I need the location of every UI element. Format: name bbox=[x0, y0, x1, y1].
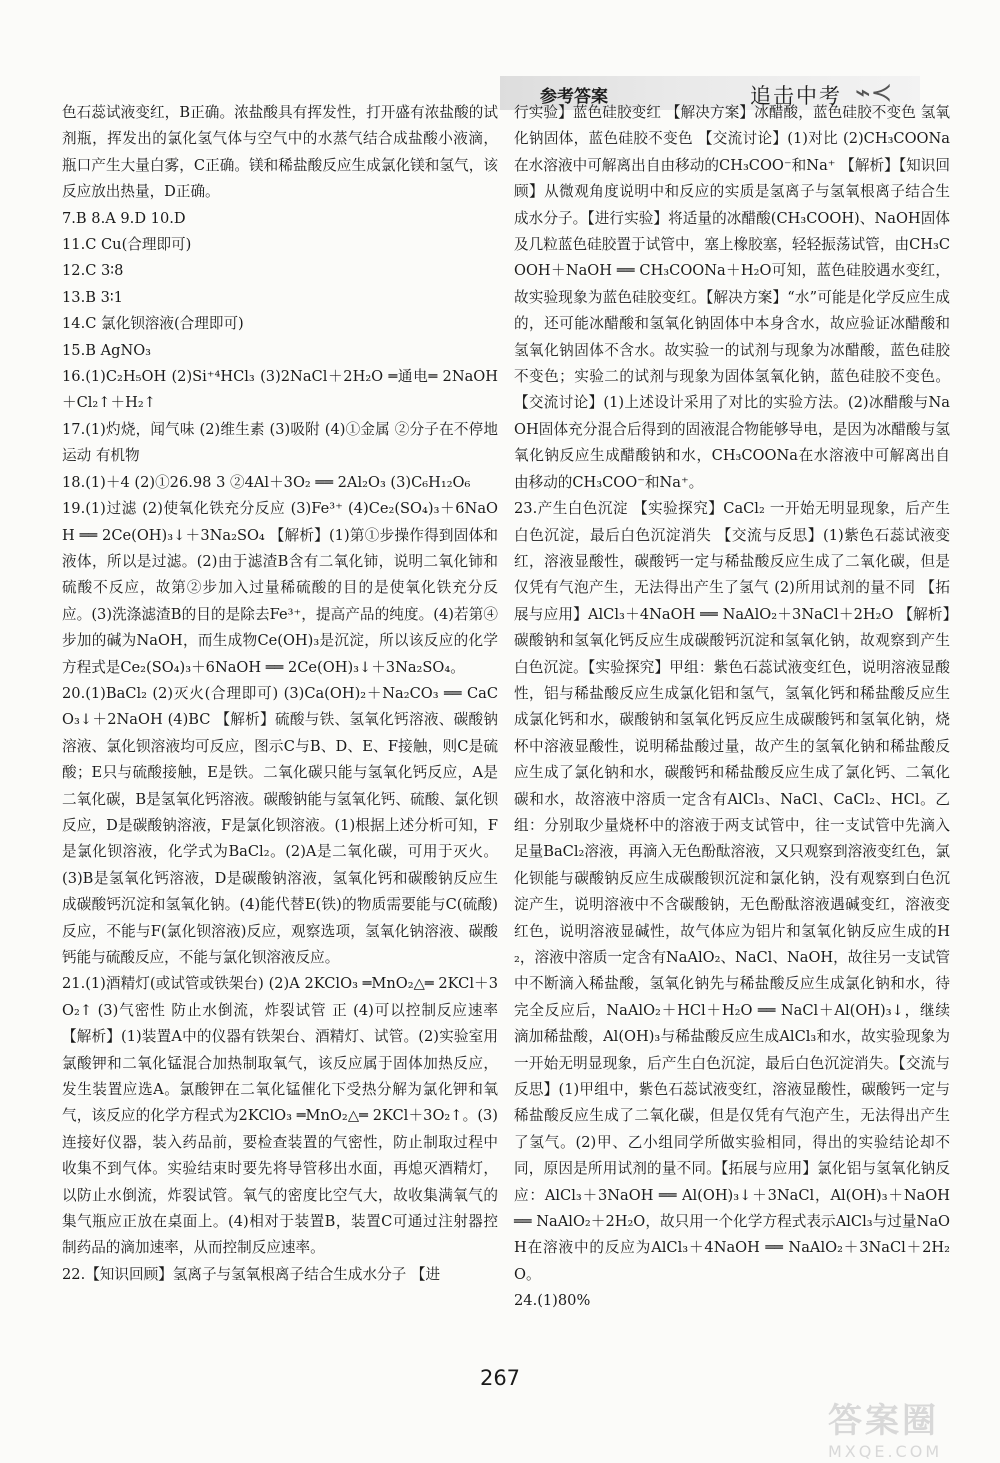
answer-12: 12.C 3∶8 bbox=[62, 262, 124, 280]
left-column bbox=[62, 100, 498, 1288]
answer-11: 11.C Cu(合理即可) bbox=[62, 236, 192, 254]
header-label: 参考答案 bbox=[540, 87, 608, 107]
answer-7-10: 7.B 8.A 9.D 10.D bbox=[62, 209, 186, 227]
right-column bbox=[514, 100, 950, 1315]
watermark-logo bbox=[828, 1393, 988, 1461]
watermark-text: 答案圈 bbox=[828, 1401, 939, 1441]
answer-18: 18.(1)＋4 (2)①26.98 3 ②4Al＋3O₂ ══ 2Al₂O₃ (3)C₆H₁₂O₆ bbox=[62, 473, 471, 491]
answer-13: 13.B 3∶1 bbox=[62, 288, 123, 306]
watermark-url: MXQE.COM bbox=[828, 1442, 943, 1461]
answer-22-continued: 行实验】蓝色硅胶变红 【解决方案】冰醋酸，蓝色硅胶不变色 氢氧化钠固体，蓝色硅胶不变色 【交流讨论】(1)对比 (2)CH₃COONa在水溶液中可解离出自由移动的CH₃COO⁻和Na⁺ 【解析】【知识回顾】从微观角度说明中和反应的实质是氢离子与氢氧根离子结合生成水分子。【进行实验】将适量的冰醋酸(CH₃COOH)、NaOH固体及几粒蓝色硅胶置于试管中，塞上橡胶塞，轻轻振荡试管，由CH₃COOH＋NaOH ══ CH₃COONa＋H₂O可知，蓝色硅胶遇水变红，故实验现象为蓝色硅胶变红。【解决方案】“水”可能是化学反应生成的，还可能冰醋酸和氢氧化钠固体中本身含水，故应验证冰醋酸和氢氧化钠固体不含水。故实验一的试剂与现象为冰醋酸，蓝色硅胶不变色；实验二的试剂与现象为固体氢氧化钠，蓝色硅胶不变色。【交流讨论】(1)上述设计采用了对比的实验方法。(2)冰醋酸与NaOH固体充分混合后得到的固液混合物能够导电，是因为冰醋酸与氢氧化钠反应生成醋酸钠和水，CH₃COONa在水溶液中可解离出自由移动的CH₃COO⁻和Na⁺。 bbox=[514, 104, 950, 491]
answer-15: 15.B AgNO₃ bbox=[62, 341, 152, 359]
answer-24: 24.(1)80% bbox=[514, 1292, 591, 1310]
page-number: 267 bbox=[479, 1366, 521, 1390]
header-title: 追击中考 bbox=[750, 84, 842, 108]
answer-14: 14.C 氯化钡溶液(合理即可) bbox=[62, 315, 244, 333]
answer-21: 21.(1)酒精灯(或试管或铁架台) (2)A 2KClO₃ ═MnO₂△═ 2KCl＋3O₂↑ (3)气密性 防止水倒流，炸裂试管 正 (4)可以控制反应速率 【解析】(1)装置A中的仪器有铁架台、酒精灯、试管。(2)实验室用氯酸钾和二氧化锰混合加热制取氧气，该反应属于固体加热反应，发生装置应选A。氯酸钾在二氧化锰催化下受热分解为氯化钾和氧气，该反应的化学方程式为2KClO₃ ═MnO₂△═ 2KCl＋3O₂↑。(3)连接好仪器，装入药品前，要检查装置的气密性，防止制取过程中收集不到气体。实验结束时要先将导管移出水面，再熄灭酒精灯，以防止水倒流，炸裂试管。氧气的密度比空气大，故收集满氧气的集气瓶应正放在桌面上。(4)相对于装置B，装置C可通过注射器控制药品的滴加速率，从而控制反应速率。 bbox=[62, 975, 498, 1257]
answer-22-start: 22.【知识回顾】氢离子与氢氧根离子结合生成水分子 【进 bbox=[62, 1265, 441, 1283]
answer-17: 17.(1)灼烧，闻气味 (2)维生素 (3)吸附 (4)①金属 ②分子在不停地运动 有机物 bbox=[62, 420, 498, 465]
answer-20: 20.(1)BaCl₂ (2)灭火(合理即可) (3)Ca(OH)₂＋Na₂CO₃ ══ CaCO₃↓＋2NaOH (4)BC 【解析】硫酸与铁、氢氧化钙溶液、碳酸钠溶液、氯化钡溶液均可反应，图示C与B、D、E、F接触，则C是硫酸；E只与硫酸接触，E是铁。二氧化碳只能与氢氧化钙反应，A是二氧化碳，B是氢氧化钙溶液。碳酸钠能与氢氧化钙、硫酸、氯化钡反应，D是碳酸钠溶液，F是氯化钡溶液。(1)根据上述分析可知，F是氯化钡溶液，化学式为BaCl₂。(2)A是二氧化碳，可用于灭火。(3)B是氢氧化钙溶液，D是碳酸钠溶液，氢氧化钙和碳酸钠反应生成碳酸钙沉淀和氢氧化钠。(4)能代替E(铁)的物质需要能与C(硫酸)反应，不能与F(氯化钡溶液)反应，观察选项，氢氧化钠溶液、碳酸钙能与硫酸反应，不能与氯化钡溶液反应。 bbox=[62, 684, 498, 966]
answer-6-continued: 色石蕊试液变红，B正确。浓盐酸具有挥发性，打开盛有浓盐酸的试剂瓶，挥发出的氯化氢气体与空气中的水蒸气结合成盐酸小液滴，瓶口产生大量白雾，C正确。镁和稀盐酸反应生成氯化镁和氢气，该反应放出热量，D正确。 bbox=[62, 104, 498, 201]
answer-16: 16.(1)C₂H₅OH (2)Si⁺⁴HCl₃ (3)2NaCl＋2H₂O ═通电═ 2NaOH＋Cl₂↑＋H₂↑ bbox=[62, 368, 498, 412]
header-ornament-icon: ⌁≺ bbox=[855, 78, 893, 108]
answer-19: 19.(1)过滤 (2)使氧化铁充分反应 (3)Fe³⁺ (4)Ce₂(SO₄)₃＋6NaOH ══ 2Ce(OH)₃↓＋3Na₂SO₄ 【解析】(1)第①步操作得到固体和液体，所以是过滤。(2)由于滤渣B含有二氧化铈，说明二氧化铈和硫酸不反应，故第②步加入过量稀硫酸的目的是使氧化铁充分反应。(3)洗涤滤渣B的目的是除去Fe³⁺，提高产品的纯度。(4)若第④步加的碱为NaOH，而生成物Ce(OH)₃是沉淀，所以该反应的化学方程式是Ce₂(SO₄)₃＋6NaOH ══ 2Ce(OH)₃↓＋3Na₂SO₄。 bbox=[62, 500, 498, 676]
answer-23: 23.产生白色沉淀 【实验探究】CaCl₂ 一开始无明显现象，后产生白色沉淀，最后白色沉淀消失 【交流与反思】(1)紫色石蕊试液变红，溶液显酸性，碳酸钙一定与稀盐酸反应生成了二氧化碳，但是仅凭有气泡产生，无法得出产生了氢气 (2)所用试剂的量不同 【拓展与应用】AlCl₃＋4NaOH ══ NaAlO₂＋3NaCl＋2H₂O 【解析】碳酸钠和氢氧化钙反应生成碳酸钙沉淀和氢氧化钠，故观察到产生白色沉淀。【实验探究】甲组：紫色石蕊试液变红色，说明溶液显酸性，铝与稀盐酸反应生成氯化铝和氢气，氢氧化钙和稀盐酸反应生成氯化钙和水，碳酸钠和氢氧化钙反应生成碳酸钙和氢氧化钠，烧杯中溶液显酸性，说明稀盐酸过量，故产生的氢氧化钠和稀盐酸反应生成了氯化钠和水，碳酸钙和稀盐酸反应生成了氯化钙、二氧化碳和水，故溶液中溶质一定含有AlCl₃、NaCl、CaCl₂、HCl。乙组：分别取少量烧杯中的溶液于两支试管中，往一支试管中先滴入足量BaCl₂溶液，再滴入无色酚酞溶液，又只观察到溶液变红色，氯化钡能与碳酸钠反应生成碳酸钡沉淀和氯化钠，没有观察到白色沉淀产生，说明溶液中不含碳酸钠，无色酚酞溶液遇碱变红，溶液变红色，说明溶液显碱性，故气体应为铝片和氢氧化钠反应生成的H₂，溶液中溶质一定含有NaAlO₂、NaCl、NaOH，故往另一支试管中不断滴入稀盐酸，氢氧化钠先与稀盐酸反应生成氯化钠和水，待完全反应后，NaAlO₂＋HCl＋H₂O ══ NaCl＋Al(OH)₃↓，继续滴加稀盐酸，Al(OH)₃与稀盐酸反应生成AlCl₃和水，故实验现象为一开始无明显现象，后产生白色沉淀，最后白色沉淀消失。【交流与反思】(1)甲组中，紫色石蕊试液变红，溶液显酸性，碳酸钙一定与稀盐酸反应生成了二氧化碳，但是仅凭有气泡产生，无法得出产生了氢气。(2)甲、乙小组同学所做实验相同，得出的实验结论却不同，原因是所用试剂的量不同。【拓展与应用】氯化铝与氢氧化钠反应：AlCl₃＋3NaOH ══ Al(OH)₃↓＋3NaCl，Al(OH)₃＋NaOH ══ NaAlO₂＋2H₂O，故只用一个化学方程式表示AlCl₃与过量NaOH在溶液中的反应为AlCl₃＋4NaOH ══ NaAlO₂＋3NaCl＋2H₂O。 bbox=[514, 500, 950, 1283]
